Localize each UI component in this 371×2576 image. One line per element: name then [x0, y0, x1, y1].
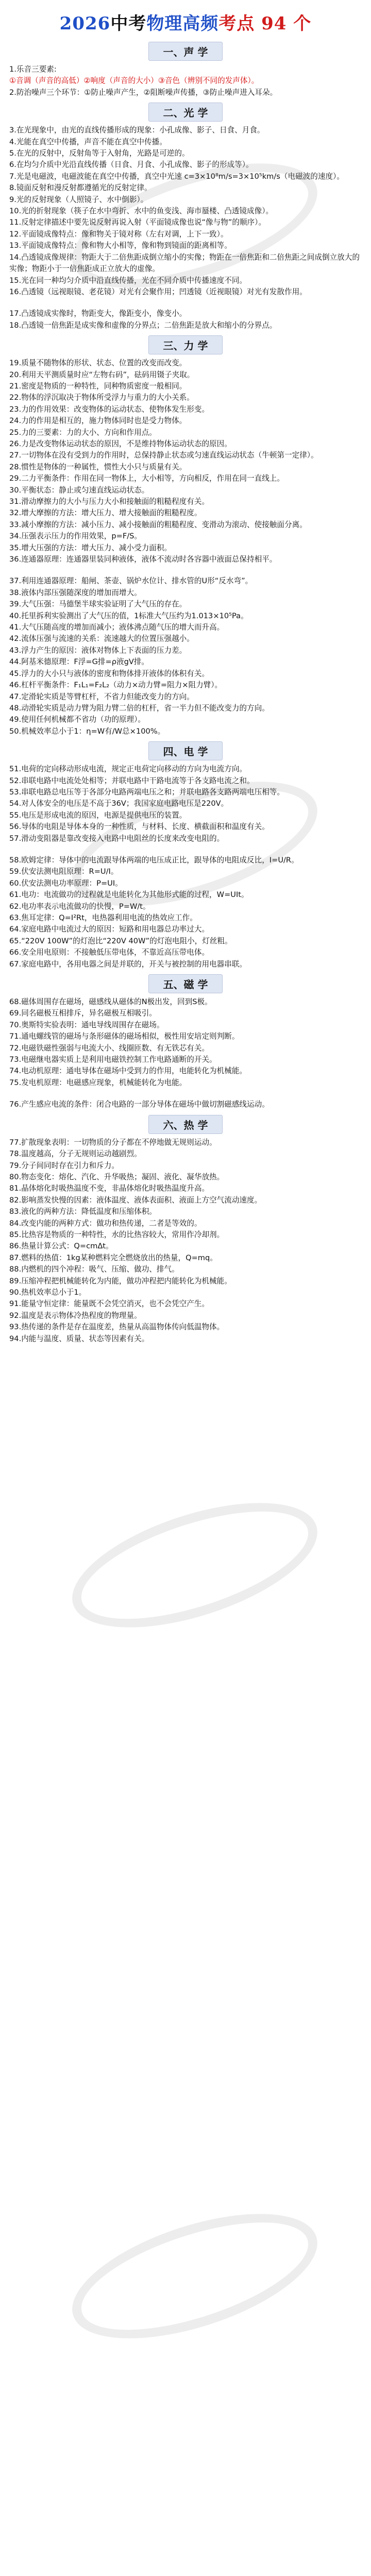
title-part3: 考点 [218, 13, 255, 34]
spacer [0, 844, 371, 855]
list-item: 73.电磁继电器实质上是利用电磁铁控制工作电路通断的开关。 [9, 1055, 217, 1064]
list-item: 34.压强表示压力的作用效果，p=F/S。 [9, 532, 142, 541]
list-item: 57.滑动变阻器是靠改变接入电路中电阻丝的长度来改变电阻的。 [9, 834, 225, 843]
section-magnetism [0, 974, 371, 993]
page-title [0, 0, 371, 38]
list-item: 92.温度是表示物体冷热程度的物理量。 [9, 1311, 142, 1320]
list-item: 22.物体的浮沉取决于物体所受浮力与重力的大小关系。 [9, 393, 194, 402]
list-item: 83.液化的两种方法：降低温度和压缩体积。 [9, 1207, 157, 1216]
list-item: 31.滑动摩擦力的大小与压力大小和接触面的粗糙程度有关。 [9, 497, 210, 506]
list-item: 70.奥斯特实验表明：通电导线周围存在磁场。 [9, 1020, 164, 1029]
list-item: 89.压缩冲程把机械能转化为内能，做功冲程把内能转化为机械能。 [9, 1276, 232, 1285]
list-item: 69.同名磁极互相排斥，异名磁极互相吸引。 [9, 1009, 157, 1018]
list-item: 44.阿基米德原理：F浮=G排=ρ液gV排。 [9, 657, 149, 667]
list-item: 39.大气压强：马德堡半球实验证明了大气压的存在。 [9, 600, 187, 609]
list-item: 20.利用天平测质量时应“左物右码”，砝码用镊子夹取。 [9, 370, 195, 379]
list-item: 38.液体内部压强随深度的增加而增大。 [9, 588, 142, 597]
list-item: 5.在光的反射中，反射角等于入射角，光路是可逆的。 [9, 149, 190, 158]
title-part1: 中考 [110, 13, 147, 34]
list-item: 12.平面镜成像特点：像和物关于镜对称（左右对调，上下一致）。 [9, 229, 228, 239]
list-item: 23.力的作用效果：改变物体的运动状态、使物体发生形变。 [9, 404, 210, 414]
section-optics-label: 二、光 学 [148, 103, 223, 122]
list-item: 91.能量守恒定律：能量既不会凭空消灭，也不会凭空产生。 [9, 1299, 210, 1309]
section-sound [0, 42, 371, 61]
section-sound-label: 一、声 学 [148, 42, 223, 61]
list-item: 27.一切物体在没有受到力的作用时，总保持静止状态或匀速直线运动状态（牛顿第一定律）。 [9, 451, 318, 460]
list-item: 30.平衡状态：静止或匀速直线运动状态。 [9, 485, 149, 495]
list-item: 32.增大摩擦的方法：增大压力、增大接触面的粗糙程度。 [9, 509, 202, 518]
spacer [0, 298, 371, 308]
list-item: 77.扩散现象表明：一切物质的分子都在不停地做无规则运动。 [9, 1138, 217, 1147]
list-item: 47.定滑轮实质是等臂杠杆，不省力但能改变力的方向。 [9, 692, 194, 701]
list-item: 42.流体压强与流速的关系：流速越大的位置压强越小。 [9, 634, 194, 643]
list-item: 54.对人体安全的电压是不高于36V；我国家庭电路电压是220V。 [9, 799, 229, 808]
list-item: 24.力的作用是相互的，施力物体同时也是受力物体。 [9, 416, 187, 426]
list-item: 58.欧姆定律：导体中的电流跟导体两端的电压成正比，跟导体的电阻成反比，I=U/R。 [9, 855, 299, 865]
list-item: 21.密度是物质的一种特性，同种物质密度一般相同。 [9, 381, 187, 391]
list-item: 40.托里拆利实验测出了大气压的值，1标准大气压约为1.013×10⁵Pa。 [9, 611, 248, 620]
list-item: 18.凸透镜一倍焦距是成实像和虚像的分界点；二倍焦距是放大和缩小的分界点。 [9, 320, 277, 330]
list-item: 55.电压是形成电流的原因，电源是提供电压的装置。 [9, 810, 187, 820]
list-item: 90.热机效率总小于1。 [9, 1287, 87, 1297]
list-item: ①音调（声音的高低）②响度（声音的大小）③音色（辨别不同的发声体）。 [9, 76, 259, 86]
list-item: 85.比热容是物质的一种特性，水的比热容较大，常用作冷却剂。 [9, 1230, 225, 1239]
section-mechanics-label: 三、力 学 [148, 335, 223, 354]
list-item: 52.串联电路中电流处处相等；并联电路中干路电流等于各支路电流之和。 [9, 776, 255, 785]
list-item: 84.改变内能的两种方式：做功和热传递，二者是等效的。 [9, 1218, 202, 1228]
list-item: 19.质量不随物体的形状、状态、位置的改变而改变。 [9, 359, 187, 368]
list-item: 78.温度越高，分子无规则运动越剧烈。 [9, 1149, 142, 1159]
list-item: 93.热传递的条件是存在温度差，热量从高温物体传向低温物体。 [9, 1323, 225, 1332]
list-item: 60.伏安法测电功率原理：P=UI。 [9, 878, 123, 888]
list-item: 13.平面镜成像特点：像和物大小相等，像和物到镜面的距离相等。 [9, 241, 232, 250]
list-item: 94.内能与温度、质量、状态等因素有关。 [9, 1334, 149, 1343]
list-item: 16.凸透镜（远视眼镜、老花镜）对光有会聚作用；凹透镜（近视眼镜）对光有发散作用。 [9, 287, 307, 296]
list-item: 81.晶体熔化时吸热温度不变，非晶体熔化时吸热温度升高。 [9, 1184, 210, 1193]
list-item: 1.乐音三要素: [9, 65, 57, 74]
list-item: 35.增大压强的方法：增大压力、减小受力面积。 [9, 543, 172, 552]
list-item: 10.光的折射现象（筷子在水中弯折、水中的鱼变浅、海市蜃楼、凸透镜成像）。 [9, 207, 274, 216]
section-mechanics [0, 335, 371, 354]
list-item: 45.浮力的大小只与液体的密度和物体排开液体的体积有关。 [9, 669, 210, 678]
list-item: 28.惯性是物体的一种属性，惯性大小只与质量有关。 [9, 462, 187, 471]
list-item: 61.电功：电流做功的过程就是电能转化为其他形式能的过程，W=UIt。 [9, 890, 249, 900]
list-item: 59.伏安法测电阻原理：R=U/I。 [9, 867, 119, 876]
list-item: 2.防治噪声三个环节：①防止噪声产生，②阻断噪声传播，③防止噪声进入耳朵。 [9, 88, 278, 97]
list-item: 8.镜面反射和漫反射都遵循光的反射定律。 [9, 183, 152, 193]
list-item: 46.杠杆平衡条件：F₁L₁=F₂L₂（动力×动力臂=阻力×阻力臂）。 [9, 681, 223, 690]
list-item: 53.串联电路总电压等于各部分电路两端电压之和；并联电路各支路两端电压相等。 [9, 787, 284, 796]
list-item: 15.光在同一种均匀介质中沿直线传播，光在不同介质中传播速度不同。 [9, 276, 247, 285]
title-part2: 物理高频 [146, 13, 219, 34]
list-item: 4.光能在真空中传播，声音不能在真空中传播。 [9, 137, 167, 146]
section-optics [0, 103, 371, 122]
list-item: 50.机械效率总小于1：η=W有/W总×100%。 [9, 726, 165, 736]
title-year: 2026 [59, 13, 111, 34]
list-item: 64.家庭电路中电流过大的原因：短路和用电器总功率过大。 [9, 925, 210, 934]
list-item: 25.力的三要素：力的大小、方向和作用点。 [9, 428, 157, 437]
list-item: 6.在均匀介质中光沿直线传播（日食、月食、小孔成像、影子的形成等）。 [9, 160, 254, 170]
list-item: 88.内燃机的四个冲程：吸气、压缩、做功、排气。 [9, 1265, 179, 1274]
section-heat [0, 1115, 371, 1134]
list-item: 80.物态变化：熔化、汽化、升华吸热；凝固、液化、凝华放热。 [9, 1172, 225, 1181]
list-item: 43.浮力产生的原因：液体对物体上下表面的压力差。 [9, 646, 187, 655]
list-item: 76.产生感应电流的条件：闭合电路的一部分导体在磁场中做切割磁感线运动。 [9, 1100, 269, 1109]
spacer [0, 565, 371, 575]
watermark-stamp [58, 1478, 332, 1653]
list-item: 63.焦耳定律：Q=I²Rt，电热器利用电流的热效应工作。 [9, 913, 197, 922]
list-item: 79.分子间同时存在引力和斥力。 [9, 1161, 119, 1170]
list-item: 68.磁体周围存在磁场，磁感线从磁体的N极出发，回到S极。 [9, 997, 212, 1007]
list-item: 51.电荷的定向移动形成电流，规定正电荷定向移动的方向为电流方向。 [9, 765, 247, 774]
list-item: 26.力是改变物体运动状态的原因，不是维持物体运动状态的原因。 [9, 439, 232, 448]
list-item: 87.燃料的热值：1kg某种燃料完全燃烧放出的热量，Q=mq。 [9, 1253, 217, 1262]
list-item: 11.反射定律描述中要先说反射再说入射（平面镜成像也说“像与物”的顺序）。 [9, 218, 266, 227]
section-magnetism-label: 五、磁 学 [148, 974, 223, 993]
spacer [0, 1089, 371, 1099]
watermark-stamp [58, 2189, 332, 2364]
list-item: 29.二力平衡条件：作用在同一物体上，大小相等，方向相反，作用在同一直线上。 [9, 474, 284, 483]
list-item: 14.凸透镜成像规律：物距大于二倍焦距成倒立缩小的实像；物距在一倍焦距和二倍焦距之间成倒立放大的实像；物距小于一倍焦距成正立放大的虚像。 [9, 252, 360, 274]
list-item: 74.电动机原理：通电导体在磁场中受到力的作用，电能转化为机械能。 [9, 1066, 247, 1076]
list-item: 36.连通器原理：连通器里装同种液体，液体不流动时各容器中液面总保持相平。 [9, 555, 277, 564]
list-item: 7.光是电磁波，电磁波能在真空中传播，真空中光速 c=3×10⁸m/s=3×10⁵km/s（电磁波的速度）。 [9, 172, 344, 181]
section-electricity-label: 四、电 学 [148, 741, 223, 760]
list-item: 56.导体的电阻是导体本身的一种性质，与材料、长度、横截面积和温度有关。 [9, 822, 269, 832]
list-item: 3.在光现象中，由光的直线传播形成的现象：小孔成像、影子、日食、月食。 [9, 126, 265, 135]
list-item: 33.减小摩擦的方法：减小压力、减小接触面的粗糙程度、变滑动为滚动、使接触面分离。 [9, 520, 307, 529]
list-item: 37.利用连通器原理：船闸、茶壶、锅炉水位计、排水管的U形“反水弯”。 [9, 577, 253, 586]
list-item: 86.热量计算公式：Q=cmΔt。 [9, 1242, 113, 1251]
section-heat-label: 六、热 学 [148, 1115, 223, 1134]
list-item: 71.通电螺线管的磁场与条形磁体的磁场相似，极性用安培定则判断。 [9, 1032, 240, 1041]
list-item: 67.家庭电路中，各用电器之间是并联的，开关与被控制的用电器串联。 [9, 959, 247, 969]
list-item: 49.使用任何机械都不省功（功的原理）。 [9, 715, 146, 724]
section-electricity [0, 741, 371, 760]
list-item: 66.安全用电原则：不接触低压带电体，不靠近高压带电体。 [9, 948, 210, 957]
list-item: 82.影响蒸发快慢的因素：液体温度、液体表面积、液面上方空气流动速度。 [9, 1195, 262, 1205]
list-item: 17.凸透镜成实像时，物距变大，像距变小，像变小。 [9, 309, 187, 318]
list-item: 48.动滑轮实质是动力臂为阻力臂二倍的杠杆，省一半力但不能改变力的方向。 [9, 703, 269, 713]
list-item: 41.大气压随高度的增加而减小；液体沸点随气压的增大而升高。 [9, 623, 225, 632]
list-item: 65.“220V 100W”的灯泡比“220V 40W”的灯泡电阻小，灯丝粗。 [9, 936, 232, 945]
title-part4: 94 个 [255, 13, 312, 34]
list-item: 75.发电机原理：电磁感应现象，机械能转化为电能。 [9, 1078, 187, 1087]
list-item: 9.光的反射现象（人照镜子、水中倒影）。 [9, 195, 148, 204]
list-item: 72.电磁铁磁性强弱与电流大小、线圈匝数、有无铁芯有关。 [9, 1043, 210, 1053]
list-item: 62.电功率表示电流做功的快慢，P=W/t。 [9, 902, 150, 911]
